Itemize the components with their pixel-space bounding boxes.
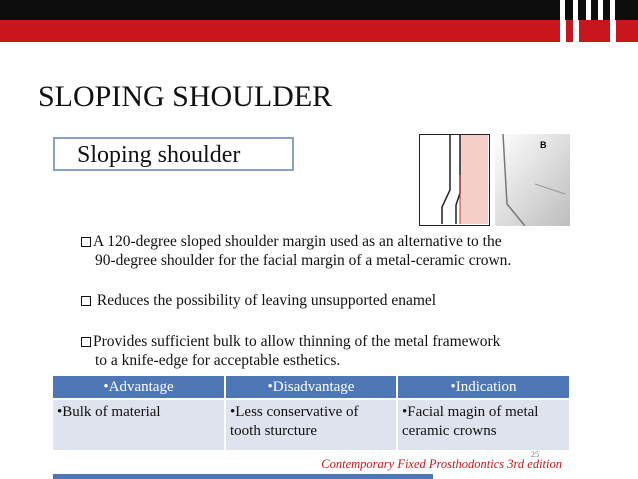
bar-stripe: [610, 0, 615, 20]
table-header-row: [53, 376, 570, 399]
table-row: [53, 399, 570, 450]
tooth-photo-icon: [495, 134, 570, 226]
checkbox-bullet-icon: [81, 296, 91, 306]
red-accent-bar: [0, 20, 638, 42]
bullet-1: [81, 232, 511, 270]
slide-title: SLOPING SHOULDER: [38, 80, 333, 113]
bullet-text: Reduces the possibility of leaving unsupported enamel: [93, 292, 437, 309]
bar-stripe: [586, 0, 591, 20]
top-dark-bar: [0, 0, 638, 20]
bullet-text: to a knife-edge for acceptable esthetics.: [95, 352, 341, 369]
tooth-diagram: [419, 134, 490, 226]
comparison-table: [53, 376, 570, 450]
bullet-text: Provides sufficient bulk to allow thinning of the metal framework: [93, 333, 501, 350]
bullet-3: [81, 332, 500, 370]
bar-step: [610, 20, 616, 42]
tooth-profile-icon: [420, 135, 488, 224]
bottom-blue-strip: [53, 474, 433, 479]
header-disadvantage: •Disadvantage: [225, 376, 397, 399]
bar-step: [573, 20, 579, 42]
cell-disadvantage: •Less conservative of tooth sturcture: [225, 399, 397, 450]
bar-stripe: [560, 0, 565, 20]
bar-step: [560, 20, 566, 42]
page-number: 25: [531, 450, 539, 459]
source-credit: Contemporary Fixed Prosthodontics 3rd edition: [321, 457, 562, 471]
tooth-photo: [495, 134, 570, 226]
checkbox-bullet-icon: [81, 237, 91, 247]
bullet-text: A 120-degree sloped shoulder margin used as an alternative to the: [93, 233, 502, 250]
figure-label: B: [540, 140, 547, 150]
header-indication: •Indication: [397, 376, 570, 399]
box-title: [53, 137, 294, 171]
header-advantage: •Advantage: [53, 376, 225, 399]
checkbox-bullet-icon: [81, 337, 91, 347]
bar-stripe: [573, 0, 578, 20]
bullet-2: [81, 291, 436, 310]
cell-advantage: •Bulk of material: [53, 399, 225, 450]
bar-stripe: [598, 0, 603, 20]
cell-indication: •Facial magin of metal ceramic crowns: [397, 399, 570, 450]
bullet-text: 90-degree shoulder for the facial margin of a metal-ceramic crown.: [95, 252, 512, 269]
box-title-text: Sloping shoulder: [77, 142, 241, 168]
embedded-slide-image: [53, 134, 570, 479]
